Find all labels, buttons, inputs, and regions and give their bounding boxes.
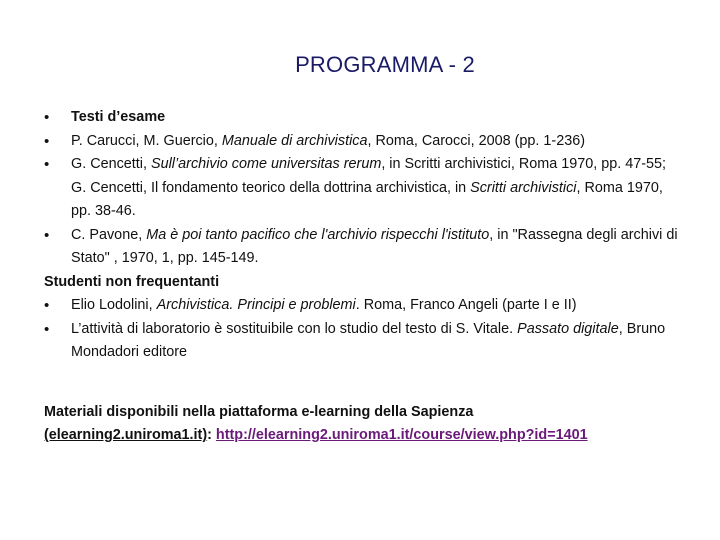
list-item bbox=[44, 318, 684, 365]
course-link[interactable]: http://elearning2.uniroma1.it/course/view.php?id=1401 bbox=[215, 427, 588, 443]
item-text: , Roma, Carocci, 2008 (pp. 1-236) bbox=[367, 132, 586, 149]
list-heading: Testi d’esame bbox=[71, 109, 166, 125]
separator: : bbox=[207, 427, 216, 443]
list-item bbox=[44, 153, 684, 224]
non-attending-list bbox=[44, 294, 684, 365]
item-title: Sull’archivio come universitas rerum bbox=[150, 156, 382, 172]
item-title: Passato digitale bbox=[517, 320, 619, 337]
bullet-icon: • bbox=[44, 297, 50, 314]
item-title: Manuale di archivistica bbox=[221, 132, 368, 149]
item-title: Archivistica. Principi e problemi bbox=[156, 297, 356, 313]
materials-link-line bbox=[44, 424, 684, 447]
item-text: P. Carucci, M. Guercio, bbox=[71, 132, 222, 149]
list-item bbox=[44, 224, 684, 271]
item-text: , Bruno Mondadori editore bbox=[71, 320, 666, 360]
item-title: Scritti archivistici bbox=[470, 179, 577, 196]
item-text: . Roma, Franco Angeli (parte I e II) bbox=[355, 297, 577, 313]
item-title: Ma è poi tanto pacifico che l'archivio rispecchi l'istituto bbox=[146, 226, 490, 243]
materials-note bbox=[44, 401, 684, 447]
program-body bbox=[44, 106, 684, 365]
item-text: , Roma 1970, pp. 38-46. bbox=[71, 179, 663, 219]
exam-texts-list bbox=[44, 106, 684, 271]
materials-line: Materiali disponibili nella piattaforma e-learning della Sapienza bbox=[44, 404, 474, 420]
page-title: PROGRAMMA - 2 bbox=[295, 52, 475, 77]
bullet-icon: • bbox=[44, 320, 50, 338]
item-text: , in Scritti archivistici, Roma 1970, pp. 47-55; G. Cencetti, Il fondamento teorico della dottrina archivistica, in bbox=[71, 156, 667, 196]
list-item bbox=[44, 130, 684, 154]
bullet-icon: • bbox=[44, 156, 50, 173]
list-item bbox=[44, 294, 684, 318]
bullet-icon: • bbox=[44, 109, 50, 126]
item-text: Elio Lodolini, bbox=[71, 297, 157, 313]
item-text: C. Pavone, bbox=[71, 226, 147, 243]
section-label-non-attending: Studenti non frequentanti bbox=[44, 273, 220, 290]
item-text: L’attività di laboratorio è sostituibile con lo studio del testo di S. Vitale. bbox=[71, 320, 518, 337]
bullet-icon: • bbox=[44, 132, 50, 150]
list-item bbox=[44, 106, 684, 130]
bullet-icon: • bbox=[44, 226, 50, 244]
item-text: , in "Rassegna degli archivi di Stato" , 1970, 1, pp. 145-149. bbox=[71, 226, 678, 266]
site-name: (elearning2.uniroma1.it) bbox=[44, 427, 208, 443]
item-text: G. Cencetti, bbox=[71, 156, 151, 172]
